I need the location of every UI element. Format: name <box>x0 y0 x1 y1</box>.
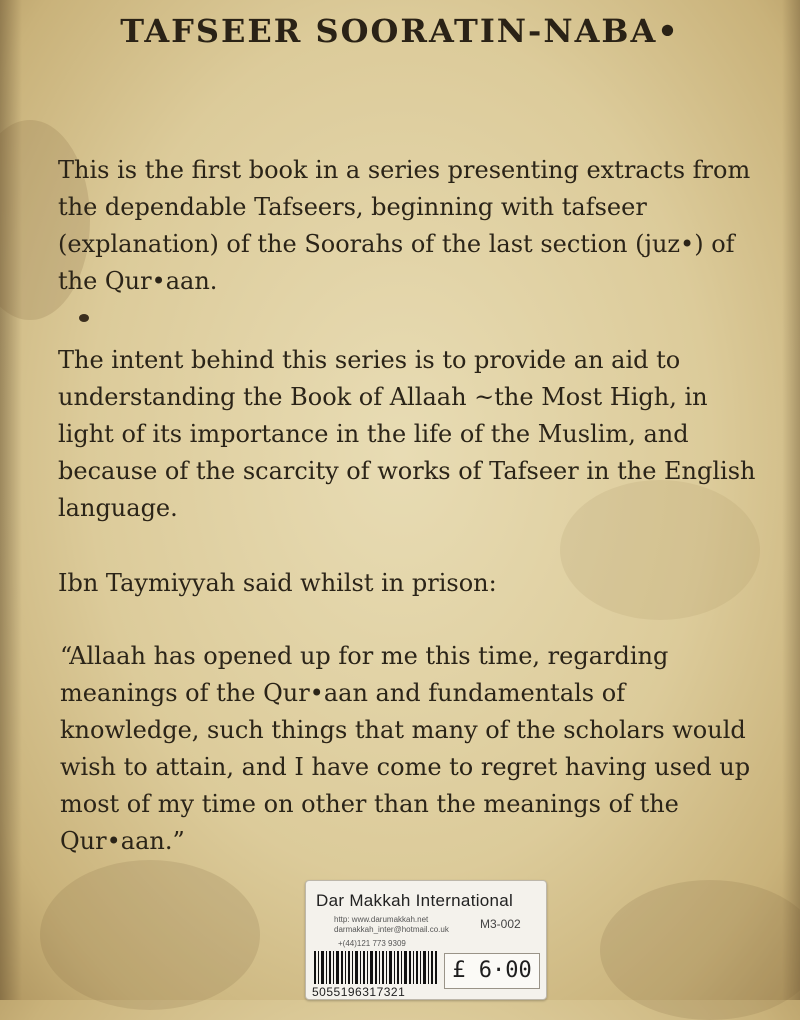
price-sticker <box>305 880 547 1000</box>
barcode-number: 5055196317321 <box>312 985 406 999</box>
paragraph-intent: The intent behind this series is to provide an aid to understanding the Book of Allaah ~the Most High, in light of its importance in the life of the Muslim, and because of the scarcity of works of Tafseer in the English language. <box>58 346 756 522</box>
sticker-website: http: www.darumakkah.net <box>334 915 429 924</box>
sticker-phone: +(44)121 773 9309 <box>338 939 406 948</box>
paper-stain <box>600 880 800 1020</box>
sticker-email: darmakkah_inter@hotmail.co.uk <box>334 925 449 934</box>
price-label: £ 6·00 <box>444 953 540 989</box>
paragraph-intro: This is the first book in a series presenting extracts from the dependable Tafseers, beginning with tafseer (explanation) of the Soorahs of the last section (juz•) of the Qur•aan. <box>58 156 751 295</box>
paragraph-attribution: Ibn Taymiyyah said whilst in prison: <box>58 569 497 597</box>
paragraph-quote: “Allaah has opened up for me this time, regarding meanings of the Qur•aan and fundamentals of knowledge, such things that many of the scholars would wish to attain, and I have come to regret having used up most of my time on other than the meanings of the Qur•aan.” <box>60 642 751 855</box>
barcode-icon <box>312 951 440 984</box>
sticker-company-name: Dar Makkah International <box>316 891 514 910</box>
sticker-product-code: M3-002 <box>480 917 521 931</box>
paper-stain <box>40 860 260 1010</box>
ink-blot <box>79 314 89 322</box>
page-edge-left <box>0 0 22 1000</box>
page-edge-right <box>782 0 800 1000</box>
page-title: TAFSEER SOORATIN-NABA• <box>120 12 680 50</box>
